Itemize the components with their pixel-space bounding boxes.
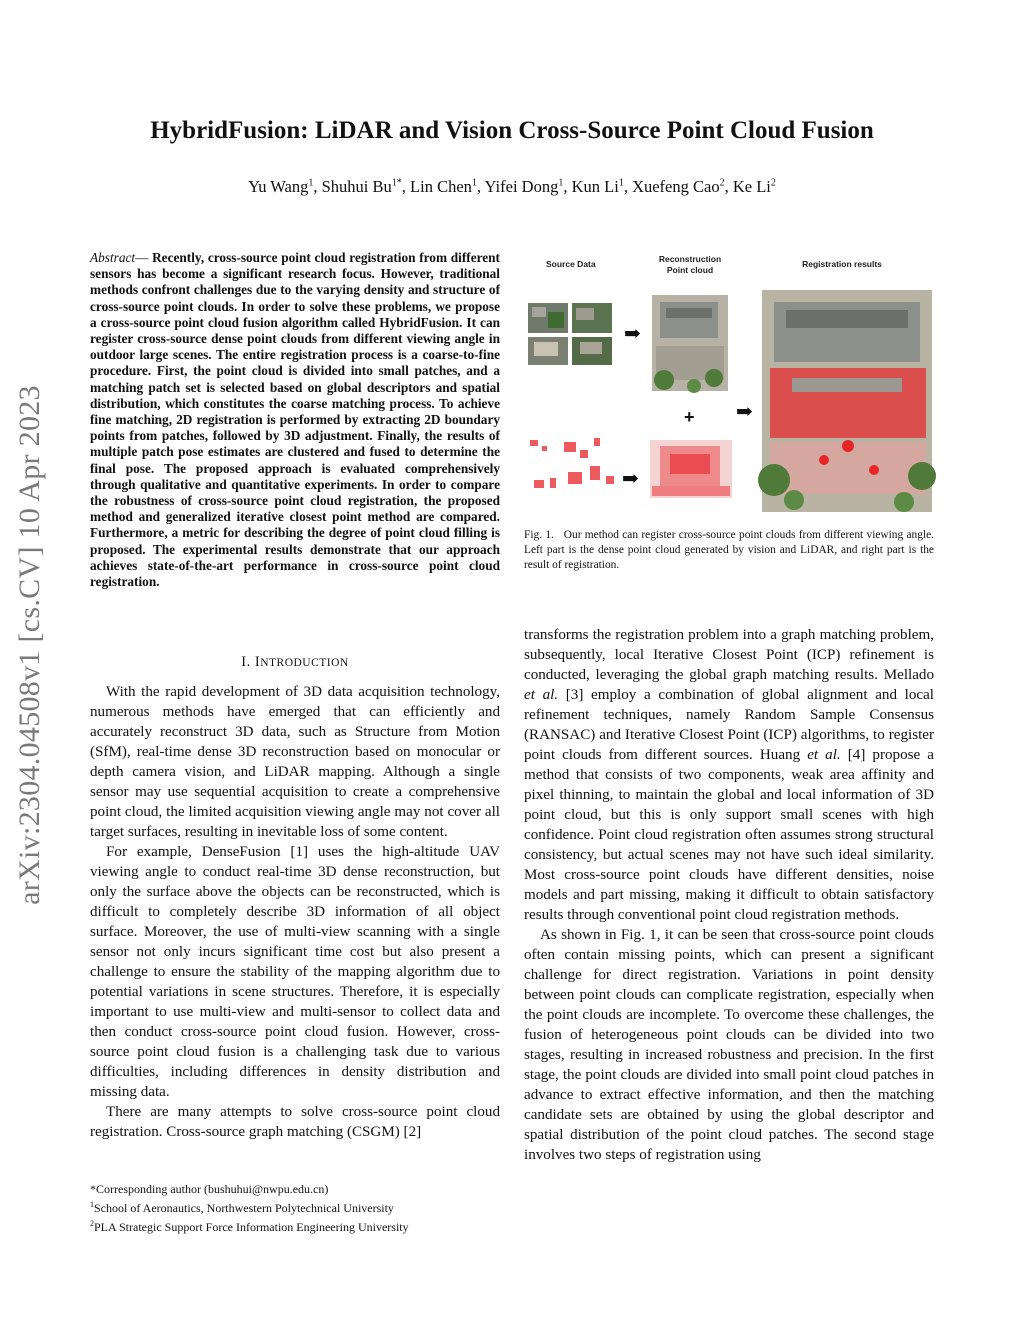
section-title: INTRODUCTION — [254, 654, 349, 670]
plus-icon: + — [684, 407, 695, 427]
figure-1 — [524, 250, 936, 520]
right-column-body — [524, 625, 934, 1165]
author-name: Ke Li$^2$ — [732, 177, 776, 196]
author-name: Lin Chen$^1$ — [410, 177, 477, 196]
paragraph: There are many attempts to solve cross-source point cloud registration. Cross-source graph matching (CSGM) [2] — [90, 1104, 500, 1140]
author-name: Kun Li$^1$ — [571, 177, 624, 196]
label-point-cloud: Point cloud — [666, 265, 714, 275]
arrow-right-icon: ➡ — [736, 401, 753, 423]
footnote-affiliation-2: $^2$PLA Strategic Support Force Information Engineering University — [90, 1219, 409, 1234]
label-registration-results: Registration results — [802, 259, 882, 269]
arrow-right-icon: ➡ — [622, 468, 639, 490]
author-name: Shuhui $Bu^{1*}$ — [321, 177, 402, 196]
paragraph: As shown in Fig. 1, it can be seen that cross-source point clouds often contain missing points, which can present a significant challenge for direct registration. Variations in point density between point clouds can complicate registration, especially when the point clouds are incomplete. To overcome these challenges, the fusion of heterogeneous point clouds can be divided into two stages, resulting in increased robustness and precision. In the first stage, the point clouds are divided into small point cloud patches in advance to extract effective information, and then the matching candidate sets are obtained by using the global descriptor and spatial distribution of the point cloud patches. The second stage involves two steps of registration using — [524, 927, 934, 1163]
figure-caption — [524, 528, 934, 574]
arrow-right-icon: ➡ — [624, 323, 641, 345]
abstract-label: Abstract — [90, 250, 136, 265]
paragraph: transforms the registration problem into a graph matching problem, subsequently, local Iterative Closest Point (ICP) refinement is conducted, leveraging the global graph matching results. Mellado et al. [3] employ a combination of global alignment and local refinement techniques, namely Random Sample Consensus (RANSAC) and Iterative Closest Point (ICP) algorithms, to register point clouds from different sources. Huang et al. [4] propose a method that consists of two components, weak area affinity and pixel thinning, to maintain the global and local information of 3D point cloud, but this is only support small scenes with high confidence. Point cloud registration often assumes strong structural consistency, but actual scenes may not have such ideal similarity. Most cross-source point clouds have different densities, noise models and part missing, making it difficult to obtain satisfactory results through conventional point cloud registration methods. — [524, 627, 934, 923]
abstract — [90, 250, 500, 590]
paper-title: HybridFusion: LiDAR and Vision Cross-Source Point Cloud Fusion — [150, 117, 874, 144]
left-column-body — [90, 682, 500, 1142]
arxiv-identifier: arXiv:2304.04508v1 [cs.CV] 10 Apr 2023 — [13, 385, 46, 905]
lidar-patches — [530, 438, 614, 488]
lidar-point-cloud — [650, 440, 732, 498]
paragraph: For example, DenseFusion [1] uses the high-altitude UAV viewing angle to conduct real-time 3D dense reconstruction, but only the surface above the objects can be reconstructed, which is difficult to completely describe 3D information of all object surface. Moreover, the use of multi-view scanning with a single sensor not only incurs significant time cost but also present a challenge to ensure the stability of the mapping algorithm due to potential variations in scene structures. Therefore, it is especially important to use multi-view and multi-sensor to collect data and then conduct cross-source point cloud fusion. However, cross-source point cloud fusion is a challenging task due to various difficulties, including differences in density distribution and missing data. — [90, 844, 500, 1100]
footnote-corresponding: *Corresponding author (bushuhui@nwpu.edu.cn) — [90, 1182, 329, 1196]
label-source-data: Source Data — [546, 259, 596, 269]
author-name: Yu Wang$^1$ — [248, 177, 314, 196]
footnotes — [90, 1181, 500, 1235]
footnote-affiliation-1: $^1$School of Aeronautics, Northwestern Polytechnical University — [90, 1200, 394, 1215]
section-number: I. — [241, 654, 251, 670]
reconstruction-point-cloud — [652, 295, 728, 393]
figure-caption-text: Our method can register cross-source point clouds from different viewing angle. Left part is the dense point cloud generated by vision and LiDAR, and right part is the result of registration. — [524, 529, 935, 572]
figure-caption-label: Fig. 1. — [524, 529, 554, 541]
source-photos — [528, 303, 612, 365]
author-list: Yu Wang$^1$, Shuhui $Bu^{1*}$, Lin Chen$^1$, Yifei Dong$^1$, Kun Li$^1$, Xuefeng Cao$^2$, Ke Li$^2$ — [248, 177, 776, 196]
abstract-dash: — — [135, 250, 149, 265]
section-heading — [90, 654, 500, 671]
paragraph: With the rapid development of 3D data acquisition technology, numerous methods have emerged that can efficiently and accurately reconstruct 3D data, such as Structure from Motion (SfM), real-time dense 3D reconstruction based on monocular or depth camera vision, and LiDAR mapping. Although a single sensor may use sequential acquisition to create a comprehensive point cloud, the limited acquisition viewing angle may not cover all target surfaces, resulting in inevitable loss of some content. — [90, 684, 500, 840]
author-name: Yifei Dong$^1$ — [484, 177, 564, 196]
author-name: Xuefeng Cao$^2$ — [632, 177, 725, 196]
abstract-text: Recently, cross-source point cloud registration from different sensors has become a significant research focus. However, traditional methods confront challenges due to the varying density and structure of cross-source point clouds. In order to solve these problems, we propose a cross-source point cloud fusion algorithm called HybridFusion. It can register cross-source dense point clouds from different viewing angle in outdoor large scenes. The entire registration process is a coarse-to-fine procedure. First, the point cloud is divided into small patches, and a matching patch set is selected based on global descriptors and spatial distribution, which constitutes the coarse matching process. To achieve fine matching, 2D registration is performed by extracting 2D boundary points from patches, followed by 3D adjustment. Finally, the results of multiple patch pose estimates are clustered and fused to determine the final pose. The proposed approach is evaluated comprehensively through qualitative and quantitative experiments. In order to compare the robustness of cross-source point cloud registration, the proposed method and generalized iterative closest point method are compared. Furthermore, a metric for describing the degree of point cloud filling is proposed. The experimental results demonstrate that our approach achieves state-of-the-art performance in cross-source point cloud registration. — [90, 250, 500, 590]
registration-result — [758, 290, 936, 512]
label-reconstruction: Reconstruction — [658, 254, 722, 264]
